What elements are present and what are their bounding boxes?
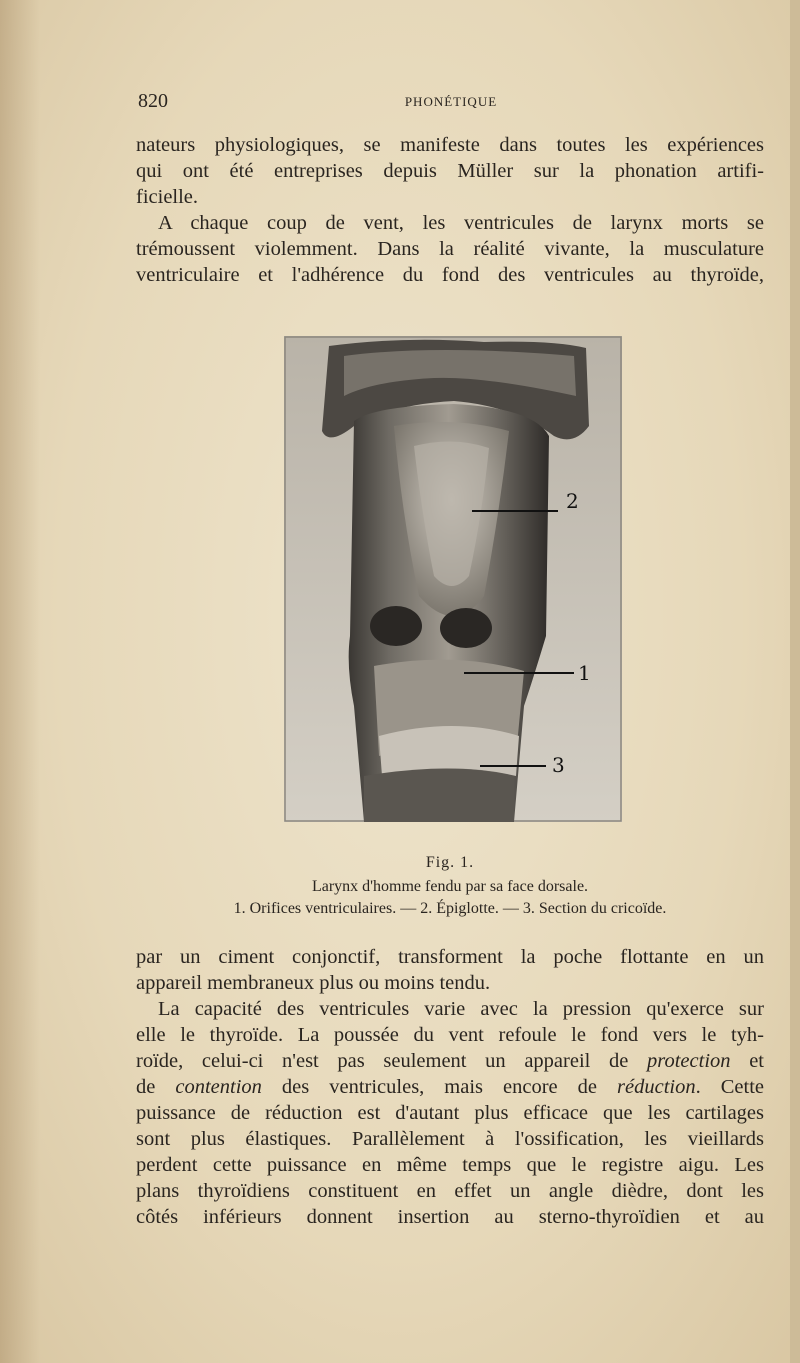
page-header [138,90,764,114]
emphasis-contention: contention [175,1076,262,1098]
paragraph-2 [136,210,764,288]
text-line: ventriculaire et l'adhérence du fond des ventricules au thyroïde, [136,264,764,286]
paragraph-4 [136,996,764,1230]
paragraph-1 [136,132,764,210]
text-line: ficielle. [136,186,199,208]
paragraph-3 [136,944,764,996]
text-line: plans thyroïdiens constituent en effet un angle dièdre, dont les [136,1180,764,1202]
text-line: appareil membraneux plus ou moins tendu. [136,972,491,994]
text-run: des ventricules, mais encore de [261,1076,618,1098]
text-run: . Cette [695,1076,764,1098]
emphasis-protection: protection [647,1050,731,1072]
text-line: par un ciment conjonctif, transforment la poche flottante en un [136,946,764,968]
text-line: perdent cette puissance en même temps que le registre aigu. Les [136,1154,764,1176]
larynx-photograph [284,336,622,822]
text-line: qui ont été entreprises depuis Müller sur la phonation artifi- [136,160,764,182]
figure-label-3: 3 [552,753,565,777]
text-line: trémoussent violemment. Dans la réalité vivante, la musculature [136,238,764,260]
text-line: nateurs physiologiques, se manifeste dans toutes les expériences [136,134,764,156]
figure-caption-title: Larynx d'homme fendu par sa face dorsale. [311,878,589,895]
figure-label-2: 2 [566,489,579,513]
text-run: roïde, celui-ci n'est pas seulement un appareil de [136,1050,648,1072]
running-head: PHONÉTIQUE [404,94,498,109]
text-line: sont plus élastiques. Parallèlement à l'ossification, les vieillards [136,1128,764,1150]
text-run: de [136,1076,176,1098]
text-line: elle le thyroïde. La poussée du vent refoule le fond vers le tyh- [136,1024,764,1046]
text-run: et [730,1050,764,1072]
text-line: A chaque coup de vent, les ventricules de larynx morts se [158,212,764,234]
text-line: La capacité des ventricules varie avec la pression qu'exerce sur [158,998,764,1020]
figure-number: Fig. 1. [425,854,475,871]
text-line: côtés inférieurs donnent insertion au sterno-thyroïdien et au [136,1206,764,1228]
text-line [136,1074,764,1100]
page-number: 820 [138,90,168,112]
text-line: puissance de réduction est d'autant plus efficace que les cartilages [136,1102,764,1124]
figure-label-1: 1 [578,661,591,685]
text-line [136,1048,764,1074]
figure-legend: 1. Orifices ventriculaires. — 2. Épiglotte. — 3. Section du cricoïde. [233,900,667,917]
emphasis-reduction: réduction [617,1076,696,1098]
